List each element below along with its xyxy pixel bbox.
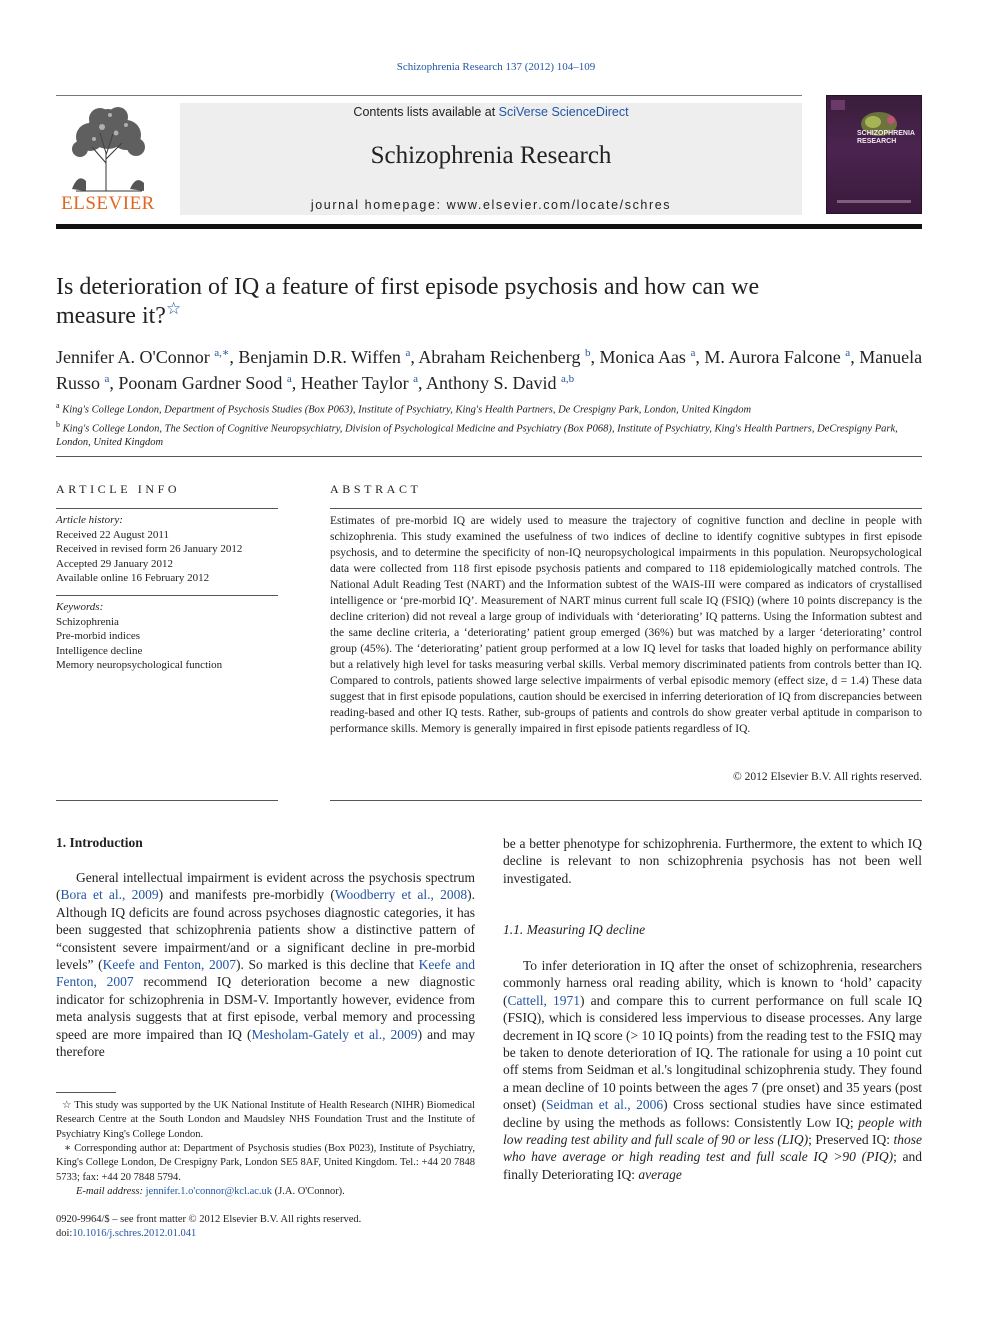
affiliation-mark: b bbox=[56, 419, 60, 429]
affiliation-text: King's College London, Department of Psychosis Studies (Box P063), Institute of Psychiatry, King's Health Partners, De Crespigny Park, London, United Kingdom bbox=[62, 404, 752, 416]
author-name: M. Aurora Falcone bbox=[704, 347, 841, 367]
doi-line bbox=[56, 1227, 496, 1241]
text-run: General intellectual impairment is evident across the psychosis spectrum ( bbox=[56, 870, 475, 903]
measuring-iq-paragraph bbox=[503, 957, 922, 1183]
abstract-text: Estimates of pre-morbid IQ are widely used to measure the trajectory of cognitive function and decline in people with schizophrenia. This study examined the usefulness of two indices of decline to identify cognitive subtypes in first episode psychosis, and to determine the specificity of non-IQ neuropsychological impairments in this population. Neuropsychological data were collected from 118 first episode psychosis patients and compared to 118 epidemiologically matched controls. The National Adult Reading Test (NART) and the Information subtest of the WAIS-III were compared as indicators of crystallised intelligence or ‘pre-morbid IQ’. Measurement of NART minus current full scale IQ (FSIQ) (where 10 points discrepancy is the decline criterion) did not reveal a large group of individuals with ‘deteriorating’ IQ patterns. Using the Information subtest and the same decline criteria, a ‘deteriorating’ patient group emerged (36%) but was matched by a larger ‘deteriorating’ control group (45%). The ‘deteriorating’ patient group performed at a low IQ level for tasks that loaded highly on performance ability but a relatively high level for tasks measuring verbal skills. Verbal memory discriminated patients from controls better than IQ. Compared to controls, patients showed large selective impairments of verbal episodic memory (effect size, d = 1.4) These data suggest that in first episode populations, caution should be exercised in inferring deterioration of IQ from discrepancies between reading-based and other IQ tests. Rather, sub-groups of patients and controls do show greater verbal aptitude in comparison to performance skills. Memory is generally impaired in first episode patients regardless of IQ. bbox=[330, 515, 922, 735]
journal-homepage[interactable]: journal homepage: www.elsevier.com/locate/schres bbox=[310, 198, 672, 212]
author[interactable] bbox=[56, 347, 229, 367]
text-run: ; Preserved IQ: bbox=[808, 1132, 894, 1148]
author[interactable] bbox=[238, 347, 410, 367]
keywords-rule bbox=[56, 595, 278, 596]
text-run: To infer deterioration in IQ after the onset of schizophrenia, researchers commonly harness oral reading ability, which is known to ‘hold’ capacity ( bbox=[503, 958, 922, 1008]
footnote-corr-mark: ∗ bbox=[64, 1143, 72, 1154]
author-name: Abraham Reichenberg bbox=[418, 347, 581, 367]
text-run: recommend IQ deterioration become a new diagnostic indicator for schizophrenia in DSM-V. Importantly however, evidence from meta analysis suggests that at first episode, verbal memory and processing speed are more impaired than IQ ( bbox=[56, 974, 475, 1042]
header-rule bbox=[56, 95, 802, 96]
author-affiliation-mark[interactable]: a bbox=[845, 347, 851, 359]
corresponding-footnote bbox=[56, 1142, 475, 1185]
keywords bbox=[56, 600, 278, 673]
footnote-rule bbox=[56, 1092, 116, 1093]
author-name: Jennifer A. O'Connor bbox=[56, 347, 210, 367]
affiliation-mark: a bbox=[56, 401, 60, 410]
history-item: Received 22 August 2011 bbox=[56, 528, 169, 541]
article-title bbox=[56, 273, 836, 331]
email-label: E-mail address: bbox=[76, 1186, 143, 1197]
publisher-logo-text: ELSEVIER bbox=[61, 193, 155, 214]
article-history bbox=[56, 513, 278, 586]
affiliation-b bbox=[56, 418, 922, 451]
author-name: Anthony S. David bbox=[426, 373, 557, 393]
footnote-star-mark: ☆ bbox=[62, 1100, 72, 1111]
footnote-text: This study was supported by the UK National Institute of Health Research (NIHR) Biomedical Research Centre at the South London and Maudsley NHS Foundation Trust and the Institute of Psychiatry King's College London. bbox=[56, 1100, 476, 1140]
keyword: Memory neuropsychological function bbox=[56, 659, 223, 672]
tree-icon bbox=[56, 103, 160, 195]
citation-link[interactable]: Mesholam-Gately et al., 2009 bbox=[251, 1026, 418, 1042]
contents-line bbox=[180, 105, 802, 119]
measuring-iq-heading: 1.1. Measuring IQ decline bbox=[503, 922, 646, 937]
author[interactable] bbox=[599, 347, 695, 367]
elsevier-logo bbox=[56, 103, 160, 215]
email-footnote bbox=[76, 1185, 475, 1199]
citation-link[interactable]: Cattell, 1971 bbox=[507, 992, 581, 1008]
affiliations bbox=[56, 399, 922, 450]
email-suffix: (J.A. O'Connor). bbox=[274, 1186, 345, 1197]
author-name: Manuela Russo bbox=[56, 347, 923, 393]
affiliation-text: King's College London, The Section of Cognitive Neuropsychiatry, Division of Psychological Medicine and Psychiatry (Box P068), Institute of Psychiatry, King's Health Partners, DeCrespigny Park, London, United Kingdom bbox=[56, 423, 898, 448]
introduction-heading: 1. Introduction bbox=[56, 835, 143, 850]
citation-link[interactable]: Bora et al., 2009 bbox=[60, 887, 159, 903]
cover-art-icon bbox=[827, 96, 922, 214]
sciencedirect-link[interactable]: SciVerse ScienceDirect bbox=[498, 105, 629, 119]
cover-title: SCHIZOPHRENIA RESEARCH bbox=[857, 130, 915, 145]
text-run: ). So marked is this decline that bbox=[236, 957, 419, 973]
author[interactable] bbox=[418, 347, 590, 367]
history-item: Available online 16 February 2012 bbox=[56, 572, 210, 585]
author[interactable] bbox=[426, 373, 574, 393]
author-list: Jennifer A. O'Connor $^{a,∗}$, Benjamin D.R. Wiffen $^a$, Abraham Reichenberg $^b$, Monica Aas $^a$, M. Aurora Falcone $^a$, Manuela Russo $^a$, Poonam Gardner Sood $^a$, Heather Taylor $^a$, Anthony S. David $^{a,b}$ bbox=[56, 347, 923, 393]
author-affiliation-mark[interactable]: a bbox=[104, 373, 110, 385]
issn-line: 0920-9964/$ – see front matter © 2012 Elsevier B.V. All rights reserved. bbox=[56, 1214, 362, 1225]
article-info-rule bbox=[56, 508, 278, 509]
header-thick-rule bbox=[56, 224, 922, 229]
abstract-heading: ABSTRACT bbox=[330, 482, 422, 496]
doi-label: doi: bbox=[56, 1228, 73, 1239]
info-bottom-rule bbox=[56, 800, 278, 801]
author-name: Heather Taylor bbox=[300, 373, 409, 393]
abstract-copyright: © 2012 Elsevier B.V. All rights reserved. bbox=[733, 771, 922, 783]
introduction-paragraph bbox=[56, 869, 475, 1060]
title-footnote-mark[interactable]: ☆ bbox=[165, 299, 182, 318]
citation-link[interactable]: Woodberry et al., 2008 bbox=[334, 887, 468, 903]
column2-paragraph: be a better phenotype for schizophrenia. Furthermore, the extent to which IQ decline is relevant to non schizophrenia psychosis has not been well investigated. bbox=[503, 836, 922, 886]
author[interactable] bbox=[301, 373, 418, 393]
author-affiliation-mark[interactable]: b bbox=[584, 347, 591, 359]
author-affiliation-mark[interactable]: a bbox=[405, 347, 411, 359]
citation-link[interactable]: Seidman et al., 2006 bbox=[546, 1097, 664, 1113]
italic-run: people with low reading test ability and full scale of 90 or less (LIQ) bbox=[503, 1114, 922, 1148]
history-label: Article history: bbox=[56, 514, 123, 526]
journal-citation-link[interactable]: Schizophrenia Research 137 (2012) 104–109 bbox=[396, 61, 596, 73]
author[interactable] bbox=[704, 347, 850, 367]
journal-cover-image bbox=[826, 95, 922, 214]
text-run: ; and finally Deteriorating IQ: bbox=[503, 1149, 922, 1182]
author-affiliation-mark[interactable]: a,∗ bbox=[214, 347, 230, 359]
author-affiliation-mark[interactable]: a bbox=[413, 373, 419, 385]
footnote-text: Corresponding author at: Department of Psychosis studies (Box P023), Institute of Psychiatry, King's College London, De Crespigny Park, London SE5 8AF, United Kingdom. Tel.: +44 20 7848 5733; fax: +44 20 7848 5794. bbox=[56, 1143, 475, 1183]
text-run: ) and may therefore bbox=[56, 1026, 475, 1060]
keyword: Schizophrenia bbox=[56, 615, 119, 628]
text-run: ) and manifests pre-morbidly ( bbox=[158, 887, 335, 903]
abstract-bottom-rule bbox=[330, 800, 922, 801]
article-info-heading: ARTICLE INFO bbox=[56, 482, 181, 496]
email-link[interactable]: jennifer.1.o'connor@kcl.ac.uk bbox=[145, 1186, 273, 1197]
keyword: Intelligence decline bbox=[56, 644, 143, 657]
contents-prefix: Contents lists available at bbox=[353, 105, 499, 119]
italic-run: those who have average or high reading test and full scale IQ >90 (PIQ) bbox=[503, 1132, 922, 1165]
journal-name: Schizophrenia Research bbox=[370, 142, 612, 169]
author-name: Monica Aas bbox=[599, 347, 686, 367]
title-rule bbox=[56, 456, 922, 457]
keyword: Pre-morbid indices bbox=[56, 630, 141, 643]
abstract-rule bbox=[330, 508, 922, 509]
funding-footnote bbox=[56, 1099, 475, 1142]
author-affiliation-mark[interactable]: a bbox=[690, 347, 696, 359]
history-item: Accepted 29 January 2012 bbox=[56, 557, 173, 570]
affiliation-a bbox=[56, 399, 922, 418]
citation-link[interactable]: Keefe and Fenton, 2007 bbox=[56, 957, 475, 990]
citation-link[interactable]: Keefe and Fenton, 2007 bbox=[102, 957, 237, 973]
doi-link[interactable]: 10.1016/j.schres.2012.01.041 bbox=[72, 1228, 197, 1239]
article-title-text: Is deterioration of IQ a feature of first episode psychosis and how can we measure it? bbox=[56, 274, 760, 329]
text-run: ) and compare this to current performance on full scale IQ (FSIQ), which is considered less impervious to disease processes. Any large decrement in IQ score (> 10 IQ points) from the reading test to the FSIQ may be taken to denote deterioration of IQ. The rationale for using a 10 point cut off stems from Seidman et al.'s longitudinal schizophrenia study. They found a mean decline of 10 points between the ages 7 (pre onset) and 35 years (post onset) ( bbox=[503, 992, 922, 1113]
keywords-label: Keywords: bbox=[56, 601, 104, 613]
history-item: Received in revised form 26 January 2012 bbox=[56, 543, 243, 556]
author-affiliation-mark[interactable]: a bbox=[286, 373, 292, 385]
italic-run: average bbox=[638, 1166, 682, 1182]
author[interactable] bbox=[118, 373, 291, 393]
text-run: ) Cross sectional studies have since estimated decline by using the methods as follows: Consistently Low IQ; bbox=[503, 1097, 922, 1130]
author-affiliation-mark[interactable]: a,b bbox=[561, 373, 575, 385]
author-name: Benjamin D.R. Wiffen bbox=[238, 347, 401, 367]
text-run: ). Although IQ deficits are found across psychoses diagnostic categories, it has been suggested that schizophrenia patients show a distinctive pattern of “consistent severe impairment/and or a significant decline in pre-morbid levels” ( bbox=[56, 887, 475, 973]
author-name: Poonam Gardner Sood bbox=[118, 373, 283, 393]
